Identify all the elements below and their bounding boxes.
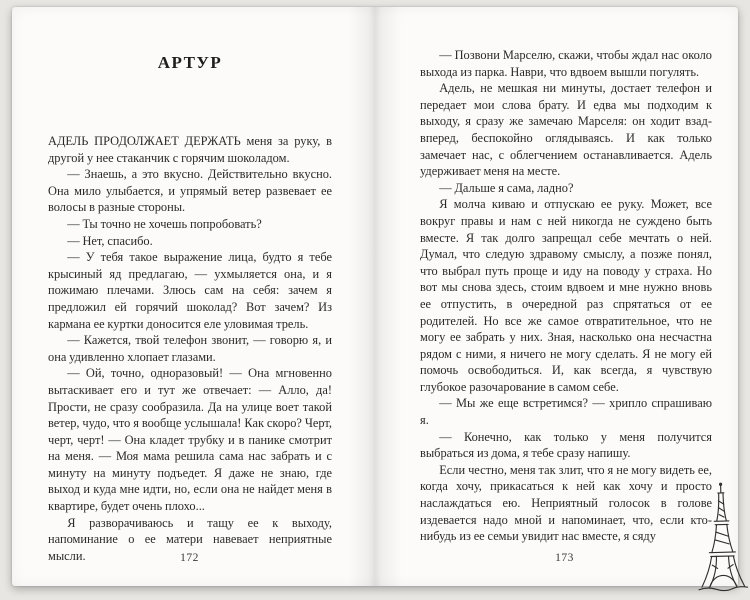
eiffel-tower-icon: [694, 476, 749, 599]
paragraph: — У тебя такое выражение лица, будто я тебе крысиный яд предлагаю, — ухмыляется она, и я пожимаю плечами. Злюсь сам на себя: зачем я предложил ей горячий шоколад? Вот зачем? Из кармана ее куртки доносится еле уловимая трель.: [48, 250, 332, 331]
paragraph: — Знаешь, а это вкусно. Действительно вкусно. Она мило улыбается, и упрямый ветер развевает ее волосы в разные стороны.: [48, 167, 332, 215]
right-page-text: [420, 47, 712, 545]
paragraph: Я разворачиваюсь и тащу ее к выходу, напоминание о ее матери навевает неприятные мысли.: [48, 515, 332, 563]
paragraph: Я молча киваю и отпускаю ее руку. Может, все вокруг правы и нам с ней никогда не суждено быть вместе. Я так долго запрещал себе мечтать о ней. Думал, что следую здравому смыслу, а позже понял, что выбрал путь проще и иду на поводу у страха. Но вот мы снова здесь, стоим вдвоем и мне нужно вновь ее отпустить, в очередной раз спрятаться от ее родителей. Но все же самое отвратительное, что не могу ее забрать у них. Зная, насколько она несчастна рядом с ними, я ничего не могу сделать. Я не могу ей помочь освободиться. И, как всегда, я чувствую глубокое разочарование в самом себе.: [420, 197, 712, 394]
paragraph: — Кажется, твой телефон звонит, — говорю я, и она удивленно хлопает глазами.: [48, 333, 332, 364]
left-page: [12, 7, 375, 586]
chapter-title: АРТУР: [157, 53, 223, 72]
left-page-number: 172: [180, 552, 199, 564]
paragraph: — Ты точно не хочешь попробовать?: [67, 216, 262, 231]
paragraph: АДЕЛЬ ПРОДОЛЖАЕТ ДЕРЖАТЬ меня за руку, в другой у нее стаканчик с горячим шоколадом.: [48, 134, 332, 165]
book-spread: [12, 7, 738, 586]
right-page: [375, 7, 738, 586]
paragraph: — Позвони Марселю, скажи, чтобы ждал нас около выхода из парка. Наври, что вдвоем вышли погулять.: [420, 48, 712, 79]
right-page-number: 173: [555, 552, 574, 564]
paragraph: — Дальше я сама, ладно?: [439, 180, 574, 195]
paragraph: — Ой, точно, одноразовый! — Она мгновенно вытаскивает его и тут же отвечает: — Алло, да! Прости, не сразу сообразила. Да на улице воет такой ветер, чудо, что я вообще услышала! Как скоро? Черт, черт, черт! — Она кладет трубку и в панике смотрит на меня. — Моя мама решила сама нас забрать и с минуту на минуту подъедет. Я даже не знаю, где выход и куда мне идти, но, если она не найдет меня в квартире, будет очень плохо...: [48, 366, 332, 514]
paragraph: — Нет, спасибо.: [67, 233, 153, 248]
paragraph: Адель, не мешкая ни минуты, достает телефон и передает мои слова брату. И едва мы подходим к выходу, я сразу же замечаю Марселя: он ходит взад-вперед, беспокойно оглядываясь. И как только замечает нас, с облегчением останавливается. Адель удерживает меня на месте.: [420, 81, 712, 179]
paragraph: — Конечно, как только у меня получится выбраться из дома, я тебе сразу напишу.: [420, 429, 712, 461]
paragraph: Если честно, меня так злит, что я не могу видеть ее, когда хочу, прикасаться к ней как хочу и просто наслаждаться ею. Неприятный голосок в голове издевается надо мной и напоминает, что, если кто-нибудь из ее семьи увидит нас вместе, я сяду: [420, 462, 712, 544]
left-page-text: [48, 133, 332, 564]
paragraph: — Мы же еще встретимся? — хрипло спрашиваю я.: [420, 396, 712, 428]
